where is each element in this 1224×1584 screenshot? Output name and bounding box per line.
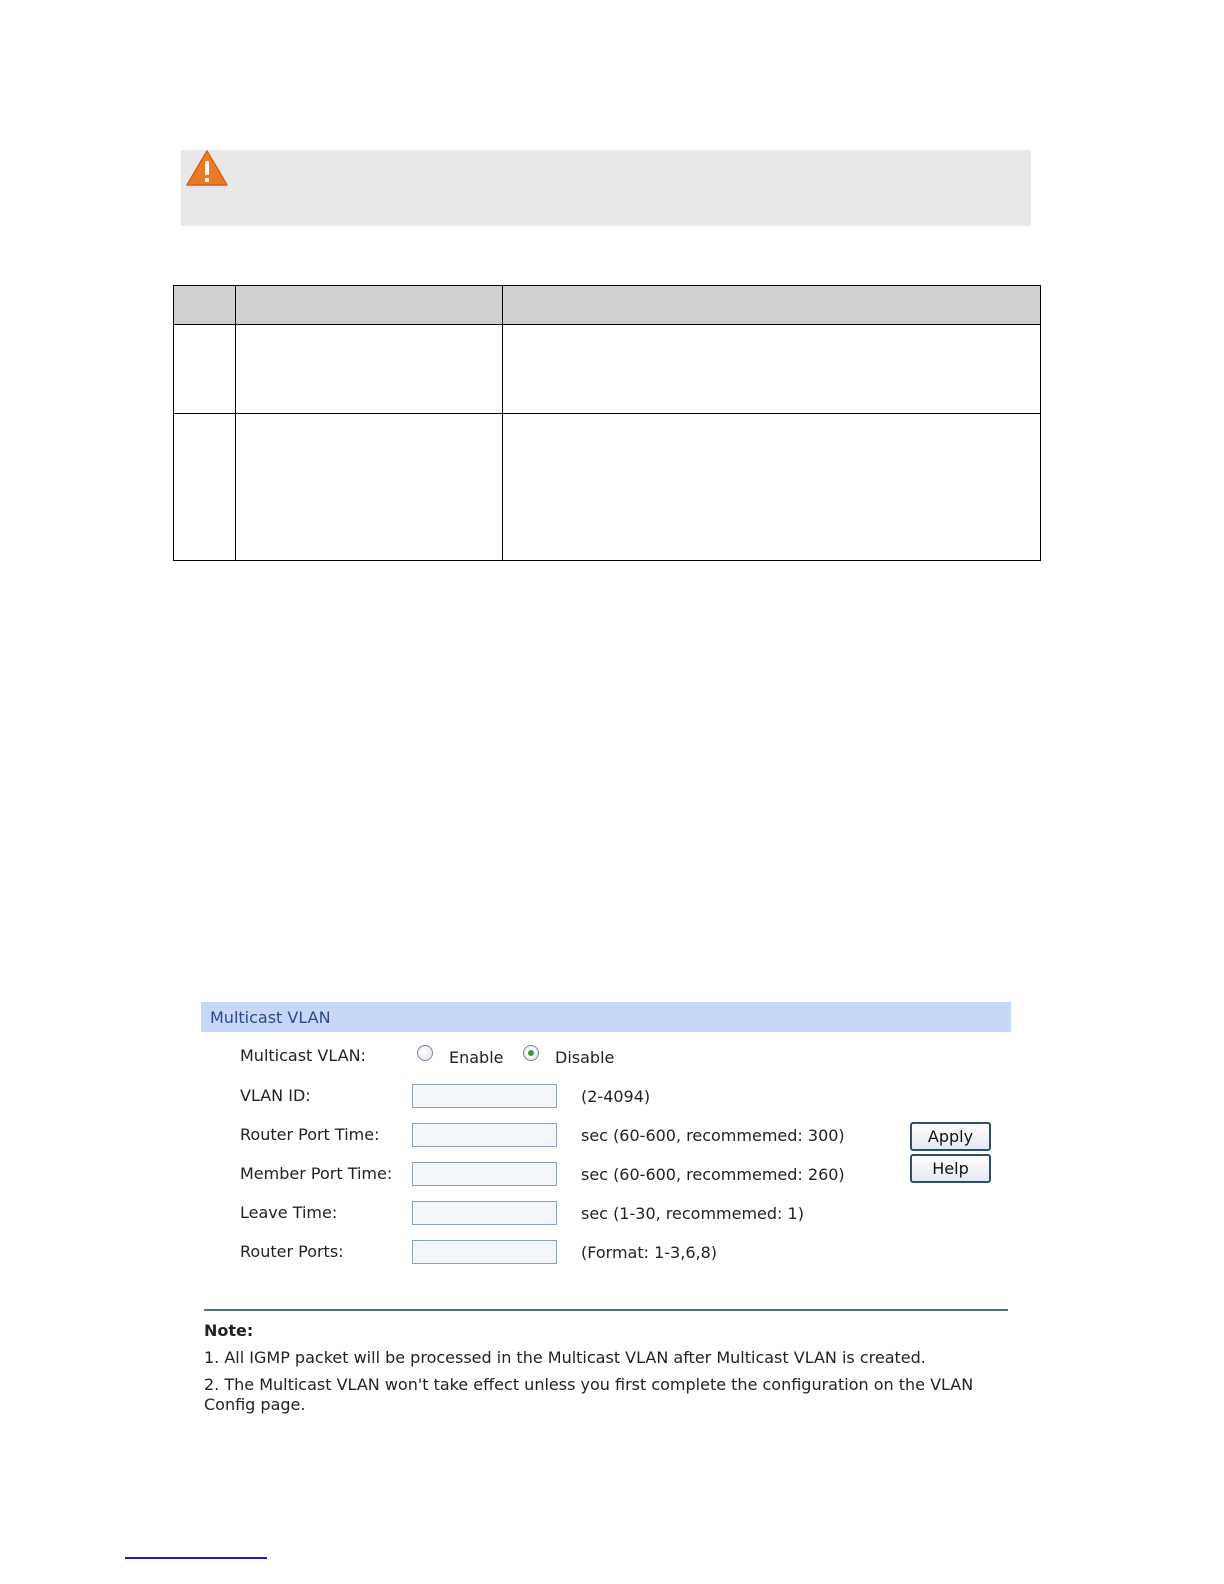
enable-radio[interactable] xyxy=(417,1045,433,1061)
multicast-vlan-label: Multicast VLAN: xyxy=(240,1046,366,1065)
table-cell xyxy=(503,325,1041,414)
table-header-cell xyxy=(503,286,1041,325)
leave-time-input[interactable] xyxy=(412,1201,557,1225)
apply-button[interactable]: Apply xyxy=(910,1122,991,1151)
enable-label[interactable]: Enable xyxy=(449,1048,504,1067)
vlan-id-hint: (2-4094) xyxy=(581,1087,651,1106)
panel-title: Multicast VLAN xyxy=(201,1002,1011,1032)
table-header-cell xyxy=(174,286,236,325)
member-port-time-input[interactable] xyxy=(412,1162,557,1186)
warning-notice xyxy=(181,150,1031,226)
leave-time-label: Leave Time: xyxy=(240,1203,338,1222)
table-cell xyxy=(503,414,1041,561)
note-item: 2. The Multicast VLAN won't take effect unless you first complete the configuration on the VLAN Config page. xyxy=(204,1375,974,1414)
table-row xyxy=(174,325,1041,414)
warning-icon xyxy=(186,150,228,187)
note-title: Note: xyxy=(204,1321,254,1340)
router-port-time-label: Router Port Time: xyxy=(240,1125,380,1144)
table-cell xyxy=(174,414,236,561)
footer-link-underline xyxy=(125,1557,267,1559)
disable-radio[interactable] xyxy=(523,1045,539,1061)
vlan-id-label: VLAN ID: xyxy=(240,1086,311,1105)
table-cell xyxy=(236,325,503,414)
router-port-time-input[interactable] xyxy=(412,1123,557,1147)
leave-time-hint: sec (1-30, recommemed: 1) xyxy=(581,1204,804,1223)
help-button[interactable]: Help xyxy=(910,1154,991,1183)
table-cell xyxy=(174,325,236,414)
router-port-time-hint: sec (60-600, recommemed: 300) xyxy=(581,1126,845,1145)
table-row xyxy=(174,414,1041,561)
vlan-id-input[interactable] xyxy=(412,1084,557,1108)
disable-label[interactable]: Disable xyxy=(555,1048,615,1067)
parameter-table xyxy=(173,285,1041,561)
table-header-row xyxy=(174,286,1041,325)
router-ports-label: Router Ports: xyxy=(240,1242,344,1261)
multicast-vlan-panel xyxy=(201,1002,1011,1422)
table-header-cell xyxy=(236,286,503,325)
router-ports-input[interactable] xyxy=(412,1240,557,1264)
member-port-time-hint: sec (60-600, recommemed: 260) xyxy=(581,1165,845,1184)
router-ports-hint: (Format: 1-3,6,8) xyxy=(581,1243,718,1262)
table-cell xyxy=(236,414,503,561)
divider xyxy=(204,1309,1008,1311)
member-port-time-label: Member Port Time: xyxy=(240,1164,393,1183)
note-item: 1. All IGMP packet will be processed in the Multicast VLAN after Multicast VLAN is created. xyxy=(204,1348,926,1367)
